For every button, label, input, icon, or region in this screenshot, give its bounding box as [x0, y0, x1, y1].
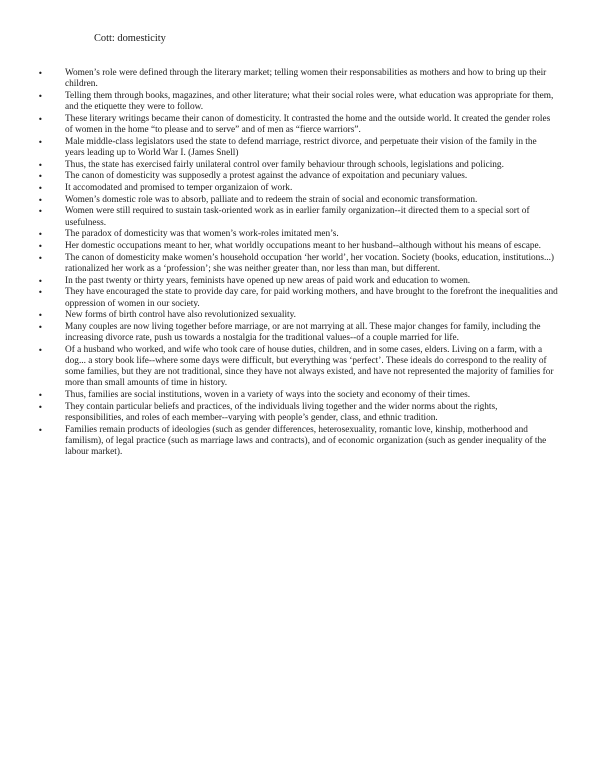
- bullet-item: [38, 206, 558, 228]
- bullet-item: [38, 91, 558, 113]
- bullet-item: [38, 276, 558, 287]
- bullet-text: Her domestic occupations meant to her, what worldly occupations meant to her husband--although without his means of escape.: [65, 241, 541, 252]
- bullet-text: In the past twenty or thirty years, feminists have opened up new areas of paid work and education to women.: [65, 275, 471, 286]
- bullet-text: The canon of domesticity make women’s household occupation ‘her world’, her vocation. Society (books, education, institutions...) rationalized her work as a ‘profession’; she was neither greater than, nor less than man, but different.: [65, 252, 555, 274]
- bullet-icon: •: [38, 402, 43, 412]
- bullet-icon: •: [38, 137, 43, 147]
- bullet-icon: •: [38, 184, 43, 194]
- bullet-text: It accomodated and promised to temper organizaion of work.: [65, 183, 293, 194]
- bullet-icon: •: [38, 114, 43, 124]
- bullet-list: [38, 68, 558, 459]
- bullet-text: These literary writings became their canon of domesticity. It contrasted the home and the outside world. It created the gender roles of women in the home “to please and to serve” and of men as “fierce warriors”.: [65, 113, 551, 136]
- bullet-icon: •: [38, 242, 43, 252]
- bullet-icon: •: [38, 311, 43, 321]
- bullet-icon: •: [38, 253, 43, 263]
- bullet-item: [38, 310, 558, 321]
- bullet-item: [38, 171, 558, 182]
- page-title: Cott: domesticity: [94, 33, 166, 44]
- bullet-icon: •: [38, 207, 43, 217]
- bullet-text: Telling them through books, magazines, and other literature; what their social roles were, what education was appropriate for them, and the etiquette they were to follow.: [65, 90, 554, 113]
- bullet-text: The canon of domesticity was supposedly a protest against the advance of expoitation and pecuniary values.: [65, 171, 468, 182]
- bullet-text: Of a husband who worked, and wife who took care of house duties, children, and in some cases, elders. Living on a farm, with a dog... a story book life--where some days were difficult, but everything was ‘perfect’. These ideals do correspond to the reality of some families, but they are not traditional, since they have not always existed, and have not represented the majority of families for more than small amounts of time in history.: [65, 344, 554, 389]
- bullet-icon: •: [38, 345, 43, 355]
- bullet-item: [38, 402, 558, 424]
- bullet-text: Thus, the state has exercised fairly unilateral control over family behaviour through schools, legislations and policing.: [65, 159, 504, 170]
- bullet-item: [38, 160, 558, 171]
- bullet-icon: •: [38, 172, 43, 182]
- bullet-item: [38, 229, 558, 240]
- bullet-item: [38, 390, 558, 401]
- bullet-icon: •: [38, 288, 43, 298]
- bullet-item: [38, 287, 558, 309]
- bullet-text: New forms of birth control have also revolutionized sexuality.: [65, 310, 296, 321]
- bullet-item: [38, 241, 558, 252]
- bullet-icon: •: [38, 322, 43, 332]
- bullet-item: [38, 345, 558, 390]
- bullet-icon: •: [38, 425, 43, 435]
- bullet-icon: •: [38, 195, 43, 205]
- bullet-text: Women were still required to sustain task-oriented work as in earlier family organization--it directed them to a special sort of usefulness.: [65, 206, 530, 228]
- bullet-text: They contain particular beliefs and practices, of the individuals living together and the wider norms about the rights, responsibilities, and roles of each member--varying with people’s gender, class, and ethnic tradition.: [65, 401, 498, 424]
- bullet-text: Many couples are now living together before marriage, or are not marrying at all. These major changes for family, including the increasing divorce rate, push us towards a nostalgia for the traditional values--of a couple married for life.: [65, 321, 541, 344]
- bullet-icon: •: [38, 160, 43, 170]
- bullet-text: The paradox of domesticity was that women’s work-roles imitated men’s.: [65, 229, 339, 240]
- bullet-item: [38, 195, 558, 206]
- bullet-item: [38, 137, 558, 159]
- bullet-text: They have encouraged the state to provide day care, for paid working mothers, and have brought to the forefront the inequalities and oppression of women in our society.: [65, 287, 558, 309]
- bullet-text: Thus, families are social institutions, woven in a variety of ways into the society and economy of their times.: [65, 390, 471, 401]
- bullet-icon: •: [38, 391, 43, 401]
- bullet-icon: •: [38, 230, 43, 240]
- bullet-text: Women’s domestic role was to absorb, palliate and to redeem the strain of social and economic transformation.: [65, 194, 478, 205]
- bullet-item: [38, 322, 558, 344]
- bullet-icon: •: [38, 91, 43, 101]
- bullet-text: Male middle-class legislators used the state to defend marriage, restrict divorce, and perpetuate their vision of the family in the years leading up to World War I. (James Snell): [65, 136, 537, 158]
- bullet-item: [38, 253, 558, 275]
- bullet-text: Women’s role were defined through the literary market; telling women their responsabilities as mothers and how to bring up their children.: [65, 68, 547, 90]
- bullet-item: [38, 68, 558, 90]
- bullet-icon: •: [38, 69, 43, 78]
- bullet-item: [38, 114, 558, 136]
- bullet-text: Families remain products of ideologies (such as gender differences, heterosexuality, romantic love, kinship, motherhood and familism), of legal practice (such as marriage laws and contracts), and of economic organization (such as gender inequality of the labour market).: [65, 424, 547, 458]
- bullet-item: [38, 425, 558, 459]
- bullet-icon: •: [38, 276, 43, 286]
- bullet-item: [38, 183, 558, 194]
